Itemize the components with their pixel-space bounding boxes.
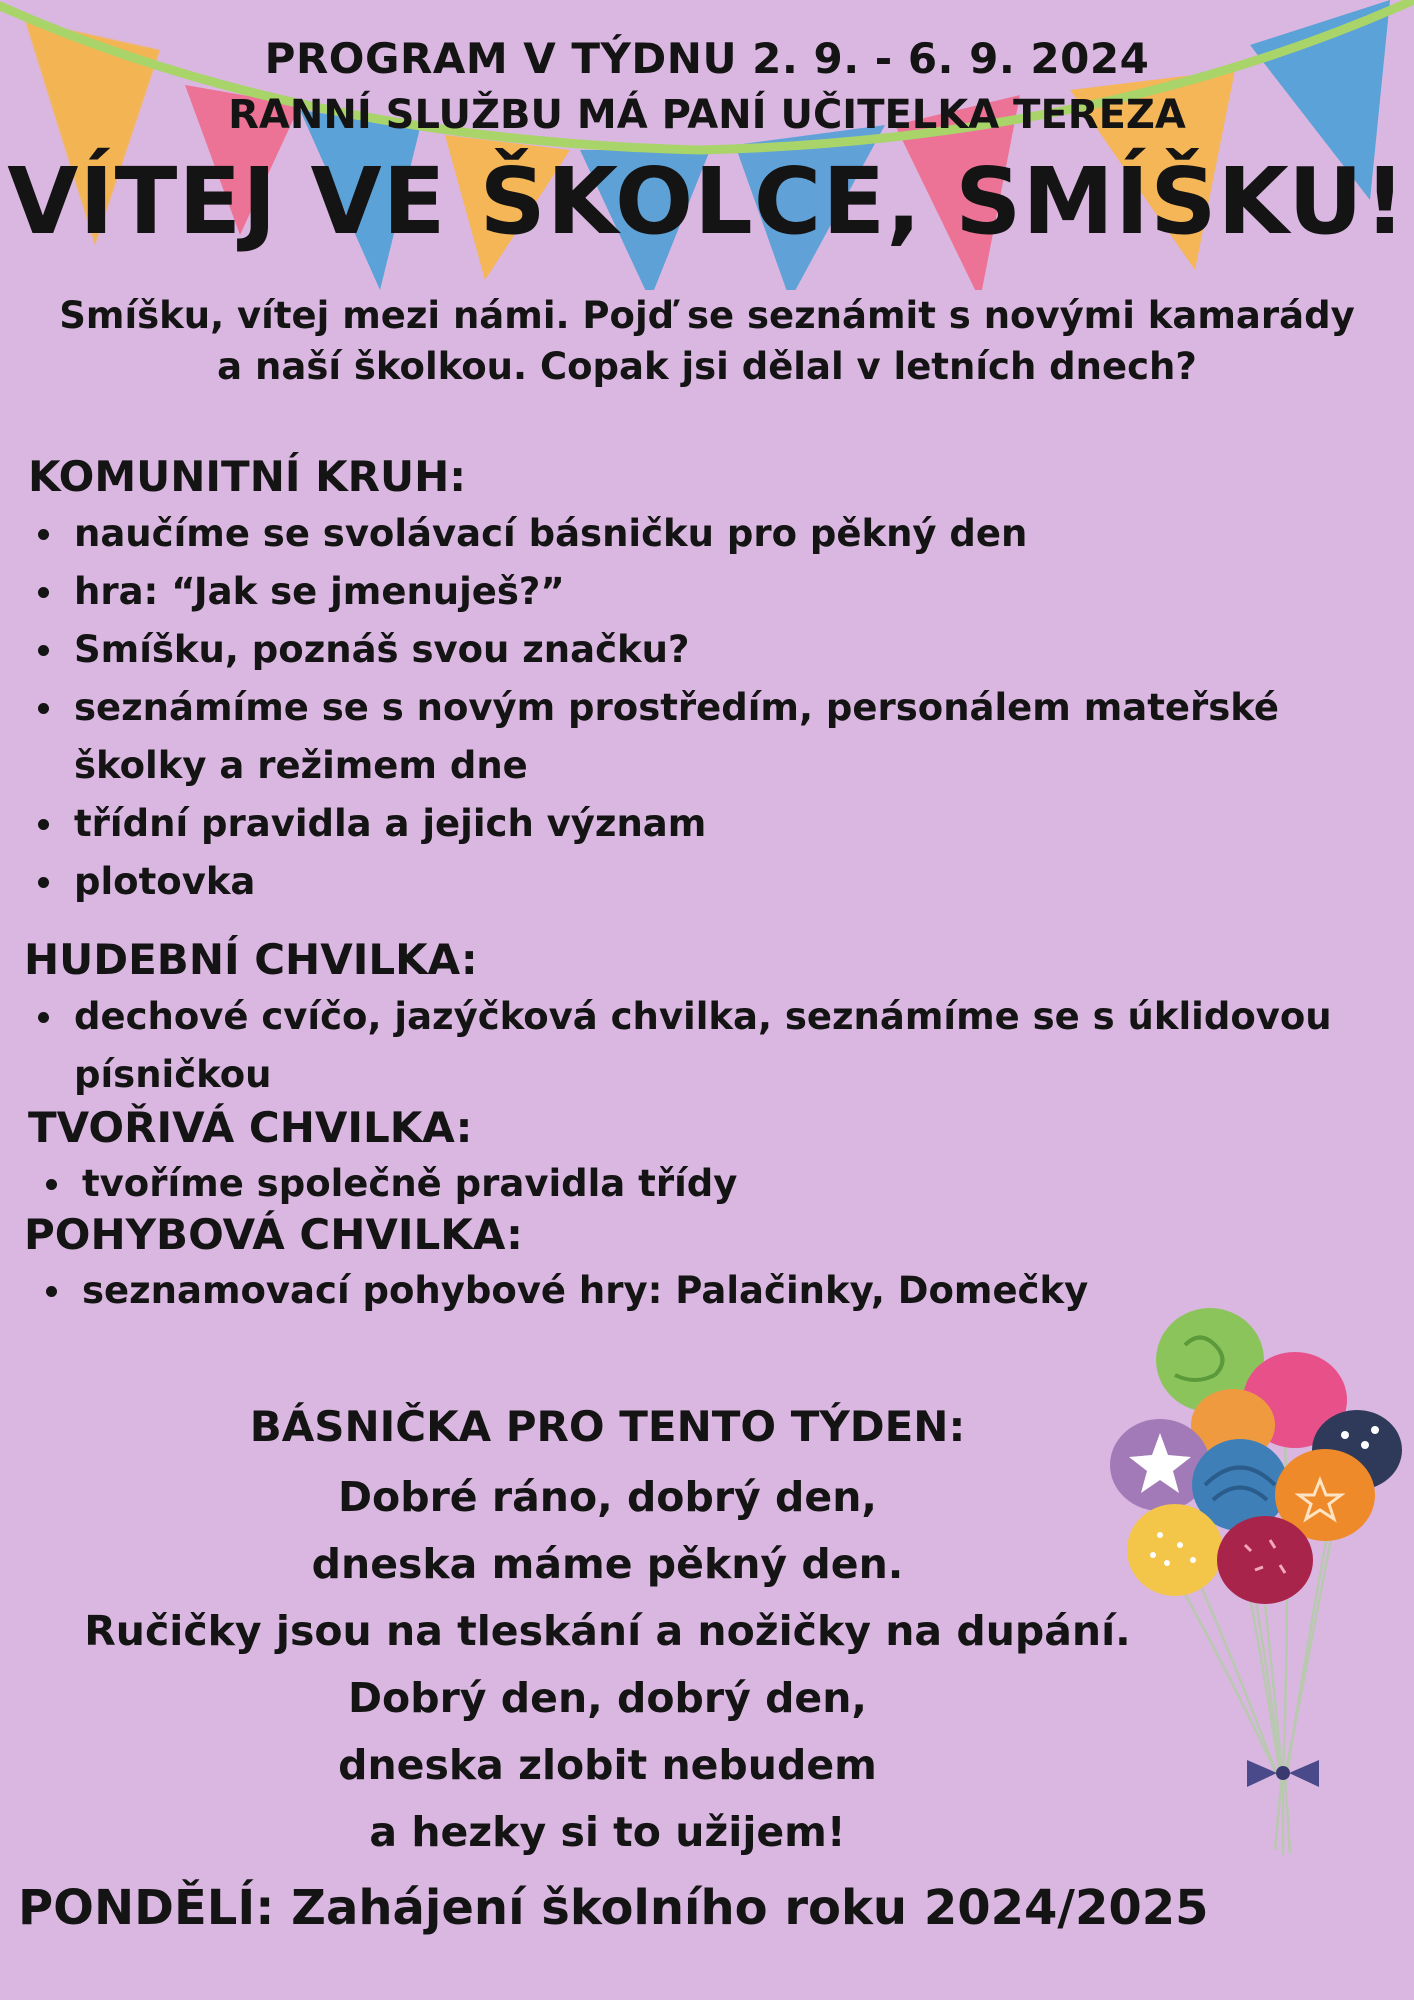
poem-line: Dobrý den, dobrý den, bbox=[348, 1674, 867, 1722]
poem-block bbox=[40, 1390, 1175, 1866]
intro-line-1: Smíšku, vítej mezi námi. Pojď se seznámit s novými kamarády bbox=[59, 294, 1355, 337]
list-item: Smíšku, poznáš svou značku? bbox=[28, 621, 1358, 679]
creative-moment-list bbox=[36, 1155, 737, 1213]
community-circle-list bbox=[28, 505, 1358, 911]
list-item: seznamovací pohybové hry: Palačinky, Domečky bbox=[36, 1262, 1088, 1320]
poem-title: BÁSNIČKA PRO TENTO TÝDEN: bbox=[249, 1402, 966, 1451]
welcome-heading: VÍTEJ VE ŠKOLCE, SMÍŠKU! bbox=[7, 148, 1407, 255]
music-moment-list bbox=[28, 988, 1358, 1104]
list-item: naučíme se svolávací básničku pro pěkný den bbox=[28, 505, 1358, 563]
morning-service-line: RANNÍ SLUŽBU MÁ PANÍ UČITELKA TEREZA bbox=[228, 92, 1186, 138]
list-item: dechové cvíčo, jazýčková chvilka, seznámíme se s úklidovou písničkou bbox=[28, 988, 1384, 1104]
list-item: třídní pravidla a jejich význam bbox=[28, 795, 1358, 853]
movement-moment-title: POHYBOVÁ CHVILKA: bbox=[24, 1210, 523, 1259]
creative-moment-title: TVOŘIVÁ CHVILKA: bbox=[28, 1103, 473, 1152]
poem-line: dneska zlobit nebudem bbox=[338, 1741, 877, 1789]
intro-line-2: a naší školkou. Copak jsi dělal v letních dnech? bbox=[217, 345, 1197, 388]
poem-line: Dobré ráno, dobrý den, bbox=[338, 1473, 877, 1521]
list-item: tvoříme společně pravidla třídy bbox=[36, 1155, 737, 1213]
list-item: seznámíme se s novým prostředím, personálem mateřské školky a režimem dne bbox=[28, 679, 1354, 795]
list-item: hra: “Jak se jmenuješ?” bbox=[28, 563, 1358, 621]
movement-moment-list bbox=[36, 1262, 1088, 1320]
community-circle-title: KOMUNITNÍ KRUH: bbox=[28, 452, 467, 501]
music-moment-title: HUDEBNÍ CHVILKA: bbox=[24, 935, 478, 984]
week-title: PROGRAM V TÝDNU 2. 9. - 6. 9. 2024 bbox=[264, 34, 1150, 83]
poem-line: Ručičky jsou na tleskání a nožičky na dupání. bbox=[84, 1607, 1131, 1655]
poem-line: dneska máme pěkný den. bbox=[311, 1540, 904, 1588]
list-item: plotovka bbox=[28, 853, 1358, 911]
intro-paragraph bbox=[30, 290, 1384, 392]
monday-note: PONDĚLÍ: Zahájení školního roku 2024/2025 bbox=[18, 1880, 1209, 1936]
poem-line: a hezky si to užijem! bbox=[369, 1808, 846, 1856]
balloon-bunch-decoration bbox=[1105, 1305, 1405, 1865]
